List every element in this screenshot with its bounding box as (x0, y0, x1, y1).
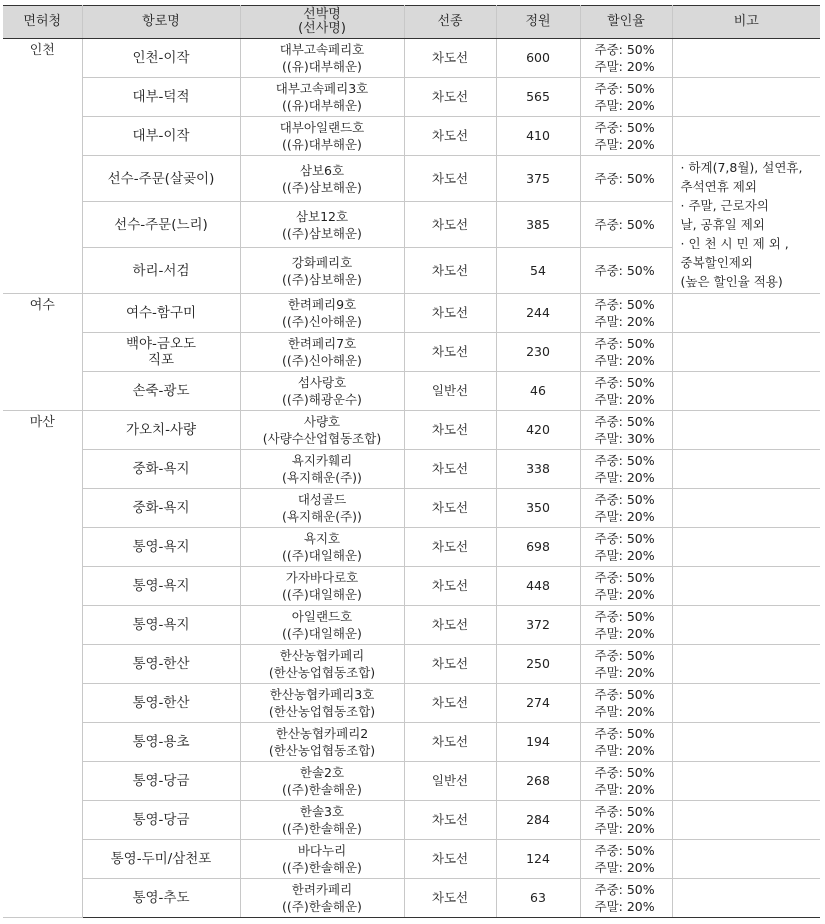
discount-rate: 주말: 20% (594, 509, 655, 524)
table-row (3, 528, 820, 567)
remarks-cell (672, 156, 820, 294)
ship-type-cell: 차도선 (404, 606, 496, 645)
remark-line: · 주말, 근로자의 (680, 198, 769, 213)
ship-type-cell: 일반선 (404, 372, 496, 411)
capacity-cell: 274 (496, 684, 580, 723)
ship-name: 한려페리7호 (287, 336, 357, 351)
ship-type-cell: 차도선 (404, 645, 496, 684)
ship-name-cell (240, 801, 404, 840)
route-name: 선수-주문(느리) (114, 216, 208, 233)
route-name-cell (82, 840, 240, 879)
route-name-cell (82, 684, 240, 723)
remarks-cell-empty (672, 879, 820, 918)
discount-rate: 주중: 50% (594, 120, 655, 135)
route-name: 통영-욕지 (132, 539, 190, 555)
route-name: 통영-욕지 (132, 617, 190, 633)
ship-type-cell: 차도선 (404, 684, 496, 723)
company-name: ((유)대부해운) (282, 137, 362, 152)
discount-rate: 주말: 20% (594, 860, 655, 875)
route-name-cell (82, 202, 240, 248)
ship-name: 대부고속페리3호 (275, 81, 369, 96)
route-name-cell (82, 156, 240, 202)
discount-rate-cell (580, 372, 672, 411)
table-row (3, 333, 820, 372)
capacity-cell: 698 (496, 528, 580, 567)
table-row (3, 39, 820, 78)
discount-rate-cell (580, 567, 672, 606)
ship-name-cell (240, 411, 404, 450)
discount-rate: 주중: 50% (594, 609, 655, 624)
company-name: ((주)대일해운) (282, 548, 362, 563)
discount-rate: 주말: 30% (594, 431, 655, 446)
discount-rate: 주중: 50% (594, 726, 655, 741)
table-row (3, 372, 820, 411)
remark-line: 날, 공휴일 제외 (680, 217, 765, 232)
company-name: ((주)삼보해운) (282, 225, 362, 241)
route-name: 선수-주문(살곶이) (107, 170, 215, 187)
header-ship-name (240, 6, 404, 39)
ship-name-cell (240, 156, 404, 202)
discount-rate-cell (580, 78, 672, 117)
ship-name-cell (240, 645, 404, 684)
remarks-cell-empty (672, 762, 820, 801)
ship-name: 한산농협카페리2 (275, 726, 369, 741)
ship-name-cell (240, 567, 404, 606)
remarks-cell-empty (672, 39, 820, 78)
table-header (3, 6, 820, 39)
capacity-cell: 385 (496, 202, 580, 248)
ship-type-cell: 차도선 (404, 801, 496, 840)
discount-rate-cell (580, 156, 672, 202)
remarks-cell-empty (672, 528, 820, 567)
discount-rate: 주말: 20% (594, 899, 655, 914)
ship-type-cell: 차도선 (404, 39, 496, 78)
ship-name: 욕지카훼리 (291, 453, 353, 468)
ship-name: 사량호 (303, 414, 341, 429)
ship-name-cell (240, 117, 404, 156)
discount-rate: 주중: 50% (594, 492, 655, 507)
company-name: (사량수산업협동조합) (262, 431, 382, 446)
route-name: 통영-욕지 (132, 578, 190, 594)
ship-type-cell: 차도선 (404, 156, 496, 202)
ship-name-cell (240, 78, 404, 117)
table-row (3, 489, 820, 528)
route-name-cell (82, 567, 240, 606)
route-name: 통영-한산 (132, 656, 190, 672)
discount-rate: 주중: 50% (594, 263, 655, 278)
table-row (3, 156, 820, 202)
capacity-cell: 420 (496, 411, 580, 450)
ship-name-cell (240, 450, 404, 489)
discount-rate-cell (580, 528, 672, 567)
company-name: ((주)한솔해운) (282, 899, 362, 914)
ship-name: 섬사랑호 (297, 375, 347, 390)
route-name-cell (82, 39, 240, 78)
ship-name: 한솔2호 (299, 765, 345, 780)
table-row (3, 411, 820, 450)
ship-name-cell (240, 248, 404, 294)
discount-rate: 주말: 20% (594, 821, 655, 836)
ship-name: 강화페리호 (291, 254, 353, 270)
ship-name: 삼보6호 (299, 162, 345, 178)
ship-name: 한려페리9호 (287, 297, 357, 312)
capacity-cell: 268 (496, 762, 580, 801)
ship-name-cell (240, 723, 404, 762)
header-label: (선사명) (298, 21, 346, 36)
company-name: ((유)대부해운) (282, 98, 362, 113)
discount-rate: 주말: 20% (594, 548, 655, 563)
discount-rate: 주중: 50% (594, 882, 655, 897)
ship-name-cell (240, 202, 404, 248)
route-name: 손죽-광도 (132, 383, 190, 399)
remark-line: 추석연휴 제외 (680, 179, 757, 194)
route-name-cell (82, 294, 240, 333)
remarks-cell-empty (672, 489, 820, 528)
company-name: (한산농업협동조합) (268, 704, 376, 719)
route-name: 대부-덕적 (132, 89, 190, 105)
route-name-cell (82, 78, 240, 117)
remark-line: · 인 천 시 민 제 외 , (680, 236, 789, 251)
discount-rate: 주말: 20% (594, 392, 655, 407)
capacity-cell: 250 (496, 645, 580, 684)
remarks-cell-empty (672, 78, 820, 117)
ship-type-cell: 차도선 (404, 117, 496, 156)
remark-line: · 하계(7,8월), 설연휴, (680, 160, 803, 175)
route-name-cell (82, 450, 240, 489)
company-name: ((주)해광운수) (282, 392, 362, 407)
discount-rate-cell (580, 411, 672, 450)
discount-rate-cell (580, 202, 672, 248)
discount-rate-cell (580, 248, 672, 294)
table-row (3, 723, 820, 762)
route-name: 통영-당금 (132, 812, 190, 828)
remarks-cell-empty (672, 801, 820, 840)
header-label: 항로명 (142, 14, 180, 29)
route-name-cell (82, 801, 240, 840)
capacity-cell: 410 (496, 117, 580, 156)
header-route-name (82, 6, 240, 39)
discount-rate: 주중: 50% (594, 42, 655, 57)
discount-rate: 주중: 50% (594, 336, 655, 351)
discount-rate-cell (580, 723, 672, 762)
discount-rate: 주중: 50% (594, 648, 655, 663)
company-name: ((주)대일해운) (282, 587, 362, 602)
route-name: 통영-용초 (132, 734, 190, 750)
capacity-cell: 244 (496, 294, 580, 333)
table-row (3, 294, 820, 333)
discount-rate: 주말: 20% (594, 59, 655, 74)
header-ship-type (404, 6, 496, 39)
discount-rate: 주말: 20% (594, 704, 655, 719)
discount-rate: 주중: 50% (594, 765, 655, 780)
remarks-cell-empty (672, 117, 820, 156)
header-row (3, 6, 820, 39)
ship-type-cell: 차도선 (404, 333, 496, 372)
discount-rate: 주중: 50% (594, 171, 655, 186)
discount-rate: 주말: 20% (594, 470, 655, 485)
discount-rate-cell (580, 39, 672, 78)
header-label: 선종 (437, 14, 463, 29)
company-name: ((주)한솔해운) (282, 821, 362, 836)
ship-type-cell: 차도선 (404, 879, 496, 918)
discount-rate: 주말: 20% (594, 626, 655, 641)
discount-rate: 주중: 50% (594, 414, 655, 429)
company-name: (한산농업협동조합) (268, 743, 376, 758)
remarks-cell-empty (672, 684, 820, 723)
ship-type-cell: 차도선 (404, 411, 496, 450)
route-name: 하리-서검 (132, 262, 190, 279)
table-row (3, 879, 820, 918)
discount-rate: 주말: 20% (594, 587, 655, 602)
discount-rate-cell (580, 294, 672, 333)
discount-rate: 주중: 50% (594, 81, 655, 96)
ship-name: 욕지호 (303, 531, 341, 546)
remarks-cell-empty (672, 840, 820, 879)
route-name: 대부-이작 (132, 128, 190, 144)
remarks-cell-empty (672, 645, 820, 684)
table-row (3, 762, 820, 801)
discount-rate: 주말: 20% (594, 743, 655, 758)
route-name-cell (82, 762, 240, 801)
discount-rate: 주중: 50% (594, 531, 655, 546)
table-row (3, 684, 820, 723)
table-body (3, 39, 820, 918)
capacity-cell: 230 (496, 333, 580, 372)
license-office-cell: 인천 (3, 39, 82, 294)
ship-name-cell (240, 39, 404, 78)
header-label: 비고 (733, 14, 759, 29)
ship-name: 대부고속페리호 (279, 42, 365, 57)
license-office-cell: 여수 (3, 294, 82, 411)
route-name-cell (82, 606, 240, 645)
company-name: ((주)삼보해운) (282, 179, 362, 195)
table-row (3, 840, 820, 879)
ship-type-cell: 차도선 (404, 450, 496, 489)
capacity-cell: 124 (496, 840, 580, 879)
capacity-cell: 372 (496, 606, 580, 645)
ship-name-cell (240, 528, 404, 567)
discount-rate: 주중: 50% (594, 570, 655, 585)
company-name: (한산농업협동조합) (268, 665, 376, 680)
ship-name: 가자바다로호 (285, 570, 359, 585)
company-name: (욕지해운(주)) (282, 470, 362, 485)
capacity-cell: 63 (496, 879, 580, 918)
capacity-cell: 600 (496, 39, 580, 78)
discount-rate-cell (580, 684, 672, 723)
ship-name: 대성골드 (297, 492, 347, 507)
discount-rate-cell (580, 879, 672, 918)
discount-rate-cell (580, 840, 672, 879)
ship-name: 한산농협카페리3호 (269, 687, 375, 702)
capacity-cell: 565 (496, 78, 580, 117)
capacity-cell: 338 (496, 450, 580, 489)
company-name: ((주)신아해운) (282, 314, 362, 329)
route-name-cell (82, 333, 240, 372)
remarks-cell-empty (672, 450, 820, 489)
discount-rate: 주중: 50% (594, 297, 655, 312)
discount-rate: 주말: 20% (594, 98, 655, 113)
ship-type-cell: 일반선 (404, 762, 496, 801)
discount-rate: 주말: 20% (594, 353, 655, 368)
ship-type-cell: 차도선 (404, 567, 496, 606)
ship-type-cell: 차도선 (404, 840, 496, 879)
header-remarks (672, 6, 820, 39)
remarks-cell-empty (672, 567, 820, 606)
route-name: 여수-함구미 (125, 305, 197, 321)
discount-rate: 주말: 20% (594, 137, 655, 152)
header-discount-rate (580, 6, 672, 39)
ship-name-cell (240, 333, 404, 372)
route-name-cell (82, 879, 240, 918)
ship-name: 대부아일랜드호 (279, 120, 365, 135)
discount-rate-cell (580, 801, 672, 840)
ship-name: 아일랜드호 (291, 609, 353, 624)
license-office-cell: 마산 (3, 411, 82, 918)
discount-rate: 주중: 50% (594, 687, 655, 702)
ship-type-cell: 차도선 (404, 723, 496, 762)
discount-rate-cell (580, 489, 672, 528)
company-name: ((주)대일해운) (282, 626, 362, 641)
ship-name-cell (240, 489, 404, 528)
route-name-cell (82, 645, 240, 684)
company-name: (욕지해운(주)) (282, 509, 362, 524)
company-name: ((주)한솔해운) (282, 782, 362, 797)
table-row (3, 78, 820, 117)
capacity-cell: 46 (496, 372, 580, 411)
ship-name: 한려카페리 (291, 882, 353, 897)
route-name-cell (82, 411, 240, 450)
discount-rate: 주중: 50% (594, 804, 655, 819)
route-name: 통영-두미/삼천포 (110, 851, 212, 867)
remarks-cell-empty (672, 333, 820, 372)
discount-rate: 주말: 20% (594, 314, 655, 329)
remarks-cell-empty (672, 723, 820, 762)
ship-type-cell: 차도선 (404, 248, 496, 294)
remarks-cell-empty (672, 606, 820, 645)
header-label: 할인율 (607, 14, 645, 29)
company-name: ((주)신아해운) (282, 353, 362, 368)
ship-type-cell: 차도선 (404, 78, 496, 117)
discount-rate-cell (580, 450, 672, 489)
route-name: 인천-이작 (132, 50, 190, 66)
route-name: 가오치-사량 (125, 422, 197, 438)
capacity-cell: 284 (496, 801, 580, 840)
ship-name: 바다누리 (297, 843, 347, 858)
route-name-cell (82, 372, 240, 411)
remarks-cell-empty (672, 372, 820, 411)
capacity-cell: 375 (496, 156, 580, 202)
ship-name: 한솔3호 (299, 804, 345, 819)
ship-name-cell (240, 840, 404, 879)
table-row (3, 801, 820, 840)
discount-rate: 주중: 50% (594, 375, 655, 390)
table-row (3, 117, 820, 156)
remark-line: 중복할인제외 (680, 255, 753, 270)
ship-name: 한산농협카페리 (279, 648, 365, 663)
company-name: ((주)한솔해운) (282, 860, 362, 875)
route-name: 백야-금오도 (125, 336, 197, 352)
route-name: 통영-당금 (132, 773, 190, 789)
table-row (3, 450, 820, 489)
ship-name-cell (240, 684, 404, 723)
ship-type-cell: 차도선 (404, 489, 496, 528)
header-label: 선박명 (303, 7, 341, 22)
discount-rate: 주말: 20% (594, 782, 655, 797)
table-row (3, 606, 820, 645)
discount-rate: 주말: 20% (594, 665, 655, 680)
remarks-cell-empty (672, 411, 820, 450)
route-name: 중화-욕지 (132, 500, 190, 516)
route-name-cell (82, 723, 240, 762)
capacity-cell: 448 (496, 567, 580, 606)
route-name: 통영-한산 (132, 695, 190, 711)
ship-name: 삼보12호 (295, 208, 349, 224)
ship-type-cell: 차도선 (404, 528, 496, 567)
ship-name-cell (240, 762, 404, 801)
ship-name-cell (240, 372, 404, 411)
header-label: 면허청 (23, 14, 62, 29)
remark-line: (높은 할인율 적용) (680, 274, 783, 289)
discount-rate-cell (580, 117, 672, 156)
route-name-cell (82, 528, 240, 567)
route-name: 직포 (147, 352, 175, 368)
ship-name-cell (240, 606, 404, 645)
capacity-cell: 194 (496, 723, 580, 762)
header-license-office (3, 6, 82, 39)
ferry-discount-table (3, 5, 820, 918)
discount-rate-cell (580, 762, 672, 801)
discount-rate: 주중: 50% (594, 217, 655, 232)
ship-type-cell: 차도선 (404, 294, 496, 333)
ship-name-cell (240, 879, 404, 918)
company-name: ((주)삼보해운) (282, 271, 362, 287)
capacity-cell: 350 (496, 489, 580, 528)
table-row (3, 645, 820, 684)
discount-rate-cell (580, 606, 672, 645)
header-capacity (496, 6, 580, 39)
ship-type-cell: 차도선 (404, 202, 496, 248)
route-name-cell (82, 248, 240, 294)
discount-rate-cell (580, 645, 672, 684)
discount-rate-cell (580, 333, 672, 372)
capacity-cell: 54 (496, 248, 580, 294)
remarks-cell-empty (672, 294, 820, 333)
route-name: 중화-욕지 (132, 461, 190, 477)
discount-rate: 주중: 50% (594, 843, 655, 858)
company-name: ((유)대부해운) (282, 59, 362, 74)
ship-name-cell (240, 294, 404, 333)
table-row (3, 567, 820, 606)
route-name: 통영-추도 (132, 890, 190, 906)
header-label: 정원 (525, 14, 551, 29)
route-name-cell (82, 489, 240, 528)
route-name-cell (82, 117, 240, 156)
discount-rate: 주중: 50% (594, 453, 655, 468)
